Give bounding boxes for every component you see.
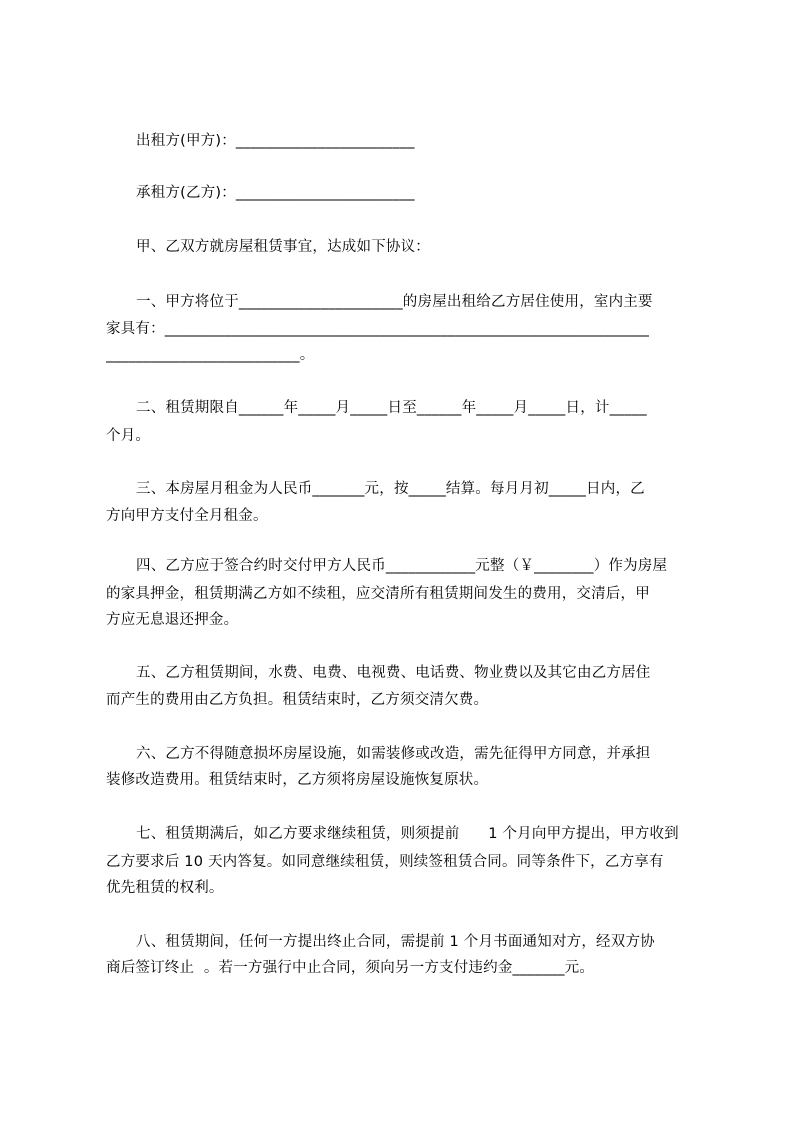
lessee-line: 承租方(乙方)：________________________ xyxy=(136,185,415,201)
clause-1-line-3: __________________________。 xyxy=(106,347,315,363)
clause-7-line-2: 乙方要求后 10 天内答复。如同意继续租赁，则续签租赁合同。同等条件下，乙方享有 xyxy=(106,854,664,870)
clause-8-line-1: 八、租赁期间，任何一方提出终止合同，需提前 1 个月书面通知对方，经双方协 xyxy=(136,934,655,950)
clause-4-line-3: 方应无息退还押金。 xyxy=(106,612,239,628)
clause-2-line-2: 个月。 xyxy=(106,428,151,444)
clause-2-line-1: 二、租赁期限自______年_____月_____日至______年_____月_____日，计_____ xyxy=(136,400,647,416)
clause-6-line-1: 六、乙方不得随意损坏房屋设施，如需装修或改造，需先征得甲方同意，并承担 xyxy=(136,746,651,762)
clause-1-line-2: 家具有：_________________________________________________________________ xyxy=(106,321,650,337)
clause-6-line-2: 装修改造费用。租赁结束时，乙方须将房屋设施恢复原状。 xyxy=(106,772,489,788)
clause-4-line-2: 的家具押金，租赁期满乙方如不续租，应交清所有租赁期间发生的费用，交清后，甲 xyxy=(106,586,650,602)
agreement-intro: 甲、乙双方就房屋租赁事宜，达成如下协议： xyxy=(136,239,430,255)
clause-1-line-1: 一、甲方将位于______________________的房屋出租给乙方居住使用，室内主要 xyxy=(136,294,653,310)
clause-5-line-2: 而产生的费用由乙方负担。租赁结束时，乙方须交清欠费。 xyxy=(106,692,489,708)
clause-3-line-1: 三、本房屋月租金为人民币_______元，按_____结算。每月月初_____日内，乙 xyxy=(136,481,645,497)
lessor-line: 出租方(甲方)：________________________ xyxy=(136,133,415,149)
clause-5-line-1: 五、乙方租赁期间，水费、电费、电视费、电话费、物业费以及其它由乙方居住 xyxy=(136,665,651,681)
clause-3-line-2: 方向甲方支付全月租金。 xyxy=(106,508,268,524)
clause-7-line-1: 七、租赁期满后，如乙方要求继续租赁，则须提前 1 个月向甲方提出，甲方收到 xyxy=(136,826,679,842)
clause-7-line-3: 优先租赁的权利。 xyxy=(106,880,224,896)
clause-4-line-1: 四、乙方应于签合约时交付甲方人民币____________元整（￥________）作为房屋 xyxy=(136,558,668,574)
clause-8-line-2: 商后签订终止 。若一方强行中止合同，须向另一方支付违约金_______元。 xyxy=(106,960,595,976)
